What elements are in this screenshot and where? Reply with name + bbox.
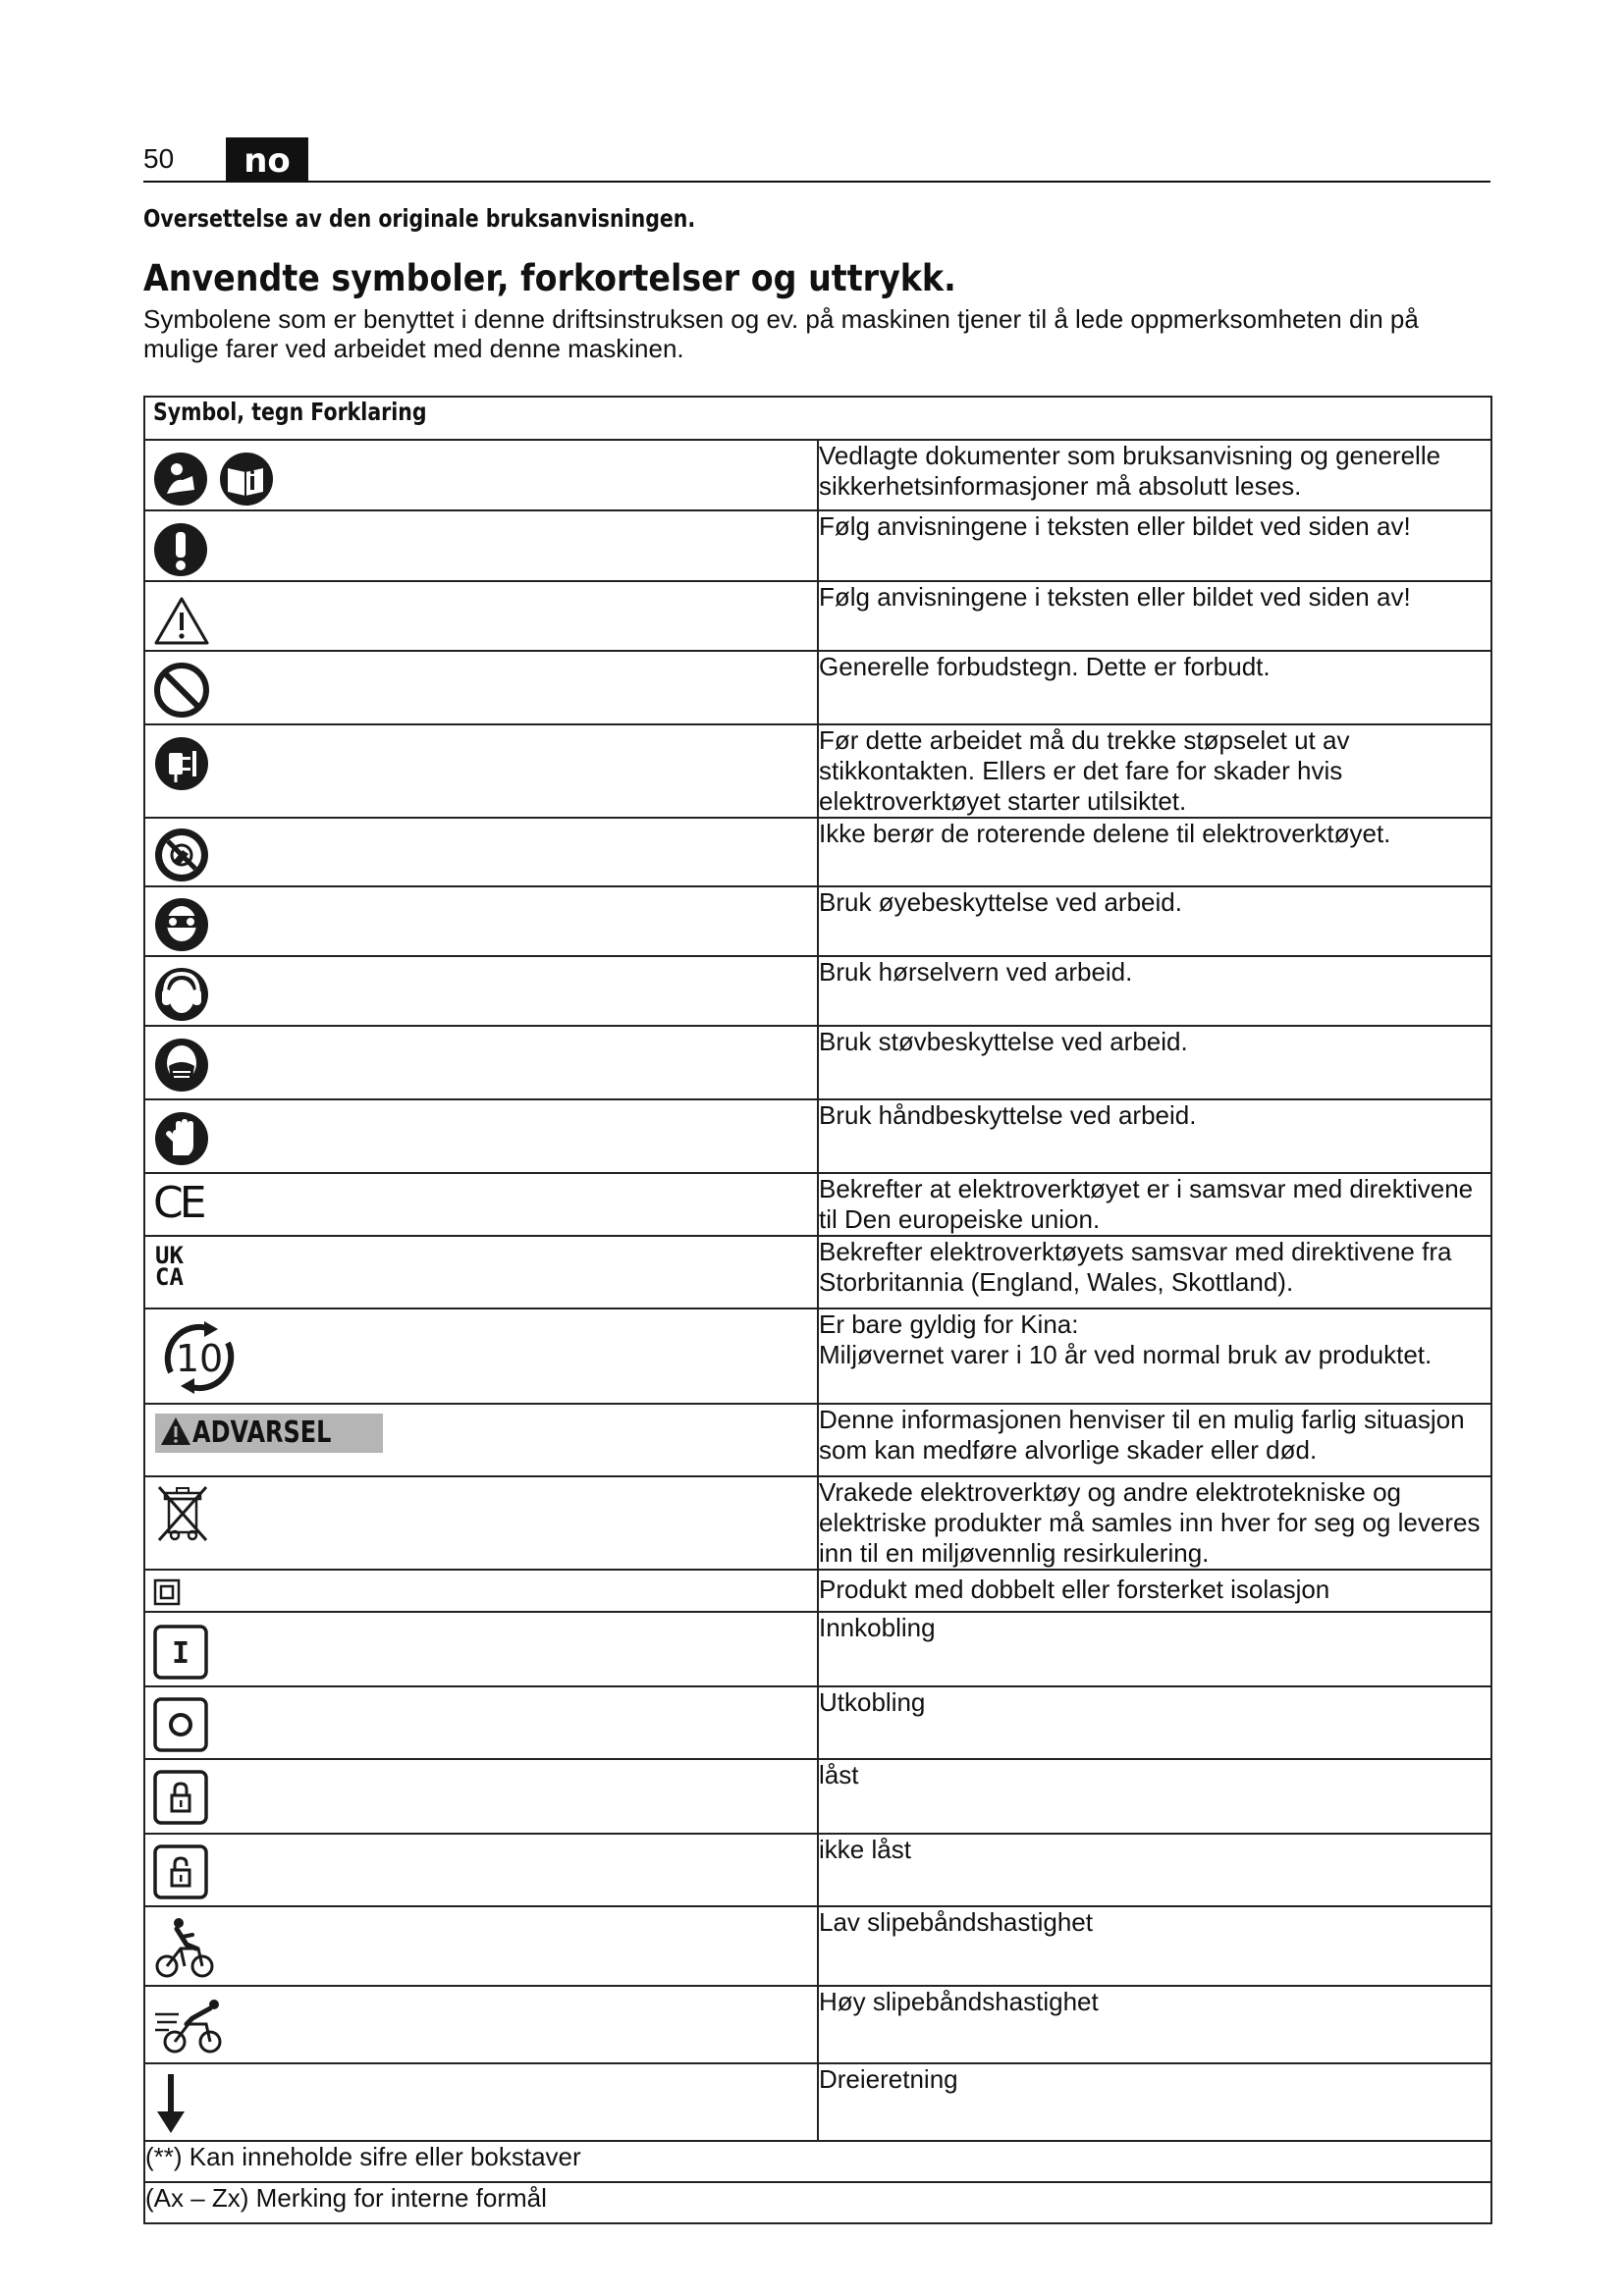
row-description: Før dette arbeidet må du trekke støpselet ut av stikkontakten. Ellers er det fare for skader hvis elektroverktøyet starter utilsiktet.: [818, 724, 1491, 818]
row-description: Generelle forbudstegn. Dette er forbudt.: [818, 651, 1491, 724]
svg-text:I: I: [171, 1636, 190, 1671]
table-row: [144, 1759, 1491, 1834]
table-row: [144, 1173, 1491, 1236]
row-description: ikke låst: [818, 1834, 1491, 1906]
table-row: [144, 1099, 1491, 1173]
table-row: [144, 651, 1491, 724]
header-divider: [143, 181, 1490, 183]
warning-triangle-icon: [153, 596, 210, 647]
unlocked-icon: [153, 1844, 208, 1899]
double-insulation-icon: [153, 1578, 181, 1606]
ce-mark-icon: CE: [153, 1178, 203, 1228]
exclamation-circle-icon: [153, 521, 208, 578]
row-description: Høy slipebåndshastighet: [818, 1986, 1491, 2063]
table-row: [144, 1570, 1491, 1612]
section-title: Anvendte symboler, forkortelser og uttrykk.: [143, 257, 956, 299]
table-row: [144, 1834, 1491, 1906]
arrow-down-icon: [153, 2072, 189, 2135]
power-off-icon: [153, 1697, 208, 1752]
intro-paragraph: Symbolene som er benyttet i denne driftsinstruksen og ev. på maskinen tjener til å lede oppmerksomheten din på mulige farer ved arbeidet med denne maskinen.: [143, 304, 1419, 363]
table-row: [144, 581, 1491, 651]
row-description: Vedlagte dokumenter som bruksanvisning og generelle sikkerhetsinformasjoner må absolutt leses.: [818, 440, 1491, 510]
table-header-row: [144, 397, 1491, 440]
row-description: Vrakede elektroverktøy og andre elektrotekniske og elektriske produkter må samles inn hver for seg og leveres inn til en miljøvennlig resirkulering.: [818, 1476, 1491, 1570]
table-row: [144, 510, 1491, 581]
table-row: [144, 440, 1491, 510]
table-row: [144, 2063, 1491, 2141]
row-description: Følg anvisningene i teksten eller bildet ved siden av!: [818, 510, 1491, 581]
row-description: Innkobling: [818, 1612, 1491, 1686]
row-description: Produkt med dobbelt eller forsterket isolasjon: [818, 1570, 1491, 1612]
note-text: (**) Kan inneholde sifre eller bokstaver: [144, 2141, 1491, 2182]
table-note-row: [144, 2141, 1491, 2182]
row-description: Bekrefter elektroverktøyets samsvar med direktivene fra Storbritannia (England, Wales, Skottland).: [818, 1236, 1491, 1308]
advarsel-label-icon: ADVARSEL: [155, 1414, 383, 1453]
row-description: Lav slipebåndshastighet: [818, 1906, 1491, 1986]
row-description: Følg anvisningene i teksten eller bildet ved siden av!: [818, 581, 1491, 651]
table-row: [144, 1404, 1491, 1476]
table-row: [144, 818, 1491, 886]
ukca-mark-icon: UK CA: [155, 1242, 184, 1291]
translation-note: Oversettelse av den originale bruksanvisningen.: [143, 204, 696, 233]
row-description: Ikke berør de roterende delene til elektroverktøyet.: [818, 818, 1491, 886]
language-badge: no: [226, 137, 308, 181]
table-header: Symbol, tegn Forklaring: [144, 397, 1491, 440]
table-row: [144, 1476, 1491, 1570]
table-row: [144, 1612, 1491, 1686]
note-text: (Ax – Zx) Merking for interne formål: [144, 2182, 1491, 2223]
table-row: [144, 1906, 1491, 1986]
table-row: [144, 1026, 1491, 1099]
row-description: Bekrefter at elektroverktøyet er i samsvar med direktivene til Den europeiske union.: [818, 1173, 1491, 1236]
slow-cyclist-icon: [153, 1913, 218, 1982]
china-10-years-icon: [153, 1317, 245, 1398]
read-manual-icon: [153, 451, 279, 507]
power-on-icon: [153, 1625, 208, 1680]
fast-cyclist-icon: [153, 1995, 232, 2057]
row-description: Denne informasjonen henviser til en mulig farlig situasjon som kan medføre alvorlige skader eller død.: [818, 1404, 1491, 1476]
unplug-icon: [153, 735, 210, 792]
table-row: [144, 886, 1491, 956]
row-description: Bruk øyebeskyttelse ved arbeid.: [818, 886, 1491, 956]
gloves-icon: [153, 1110, 210, 1167]
no-touch-rotating-icon: [153, 827, 210, 883]
symbol-table: [143, 396, 1492, 2224]
svg-text:10: 10: [175, 1337, 224, 1380]
weee-bin-icon: [153, 1483, 212, 1544]
eye-protection-icon: [153, 896, 210, 953]
table-row: [144, 1236, 1491, 1308]
table-row: [144, 1308, 1491, 1404]
row-description: låst: [818, 1759, 1491, 1834]
table-row: [144, 1986, 1491, 2063]
row-description: Utkobling: [818, 1686, 1491, 1759]
row-description: Dreieretning: [818, 2063, 1491, 2141]
locked-icon: [153, 1770, 208, 1825]
page-number: 50: [143, 143, 175, 174]
row-description: Er bare gyldig for Kina: Miljøvernet varer i 10 år ved normal bruk av produktet.: [818, 1308, 1491, 1404]
prohibition-icon: [153, 662, 210, 719]
page-header: [143, 137, 1490, 183]
ear-protection-icon: [153, 966, 210, 1023]
row-description: Bruk støvbeskyttelse ved arbeid.: [818, 1026, 1491, 1099]
row-description: Bruk håndbeskyttelse ved arbeid.: [818, 1099, 1491, 1173]
table-note-row: [144, 2182, 1491, 2223]
dust-mask-icon: [153, 1037, 210, 1094]
table-row: [144, 724, 1491, 818]
table-row: [144, 956, 1491, 1026]
row-description: Bruk hørselvern ved arbeid.: [818, 956, 1491, 1026]
table-row: [144, 1686, 1491, 1759]
